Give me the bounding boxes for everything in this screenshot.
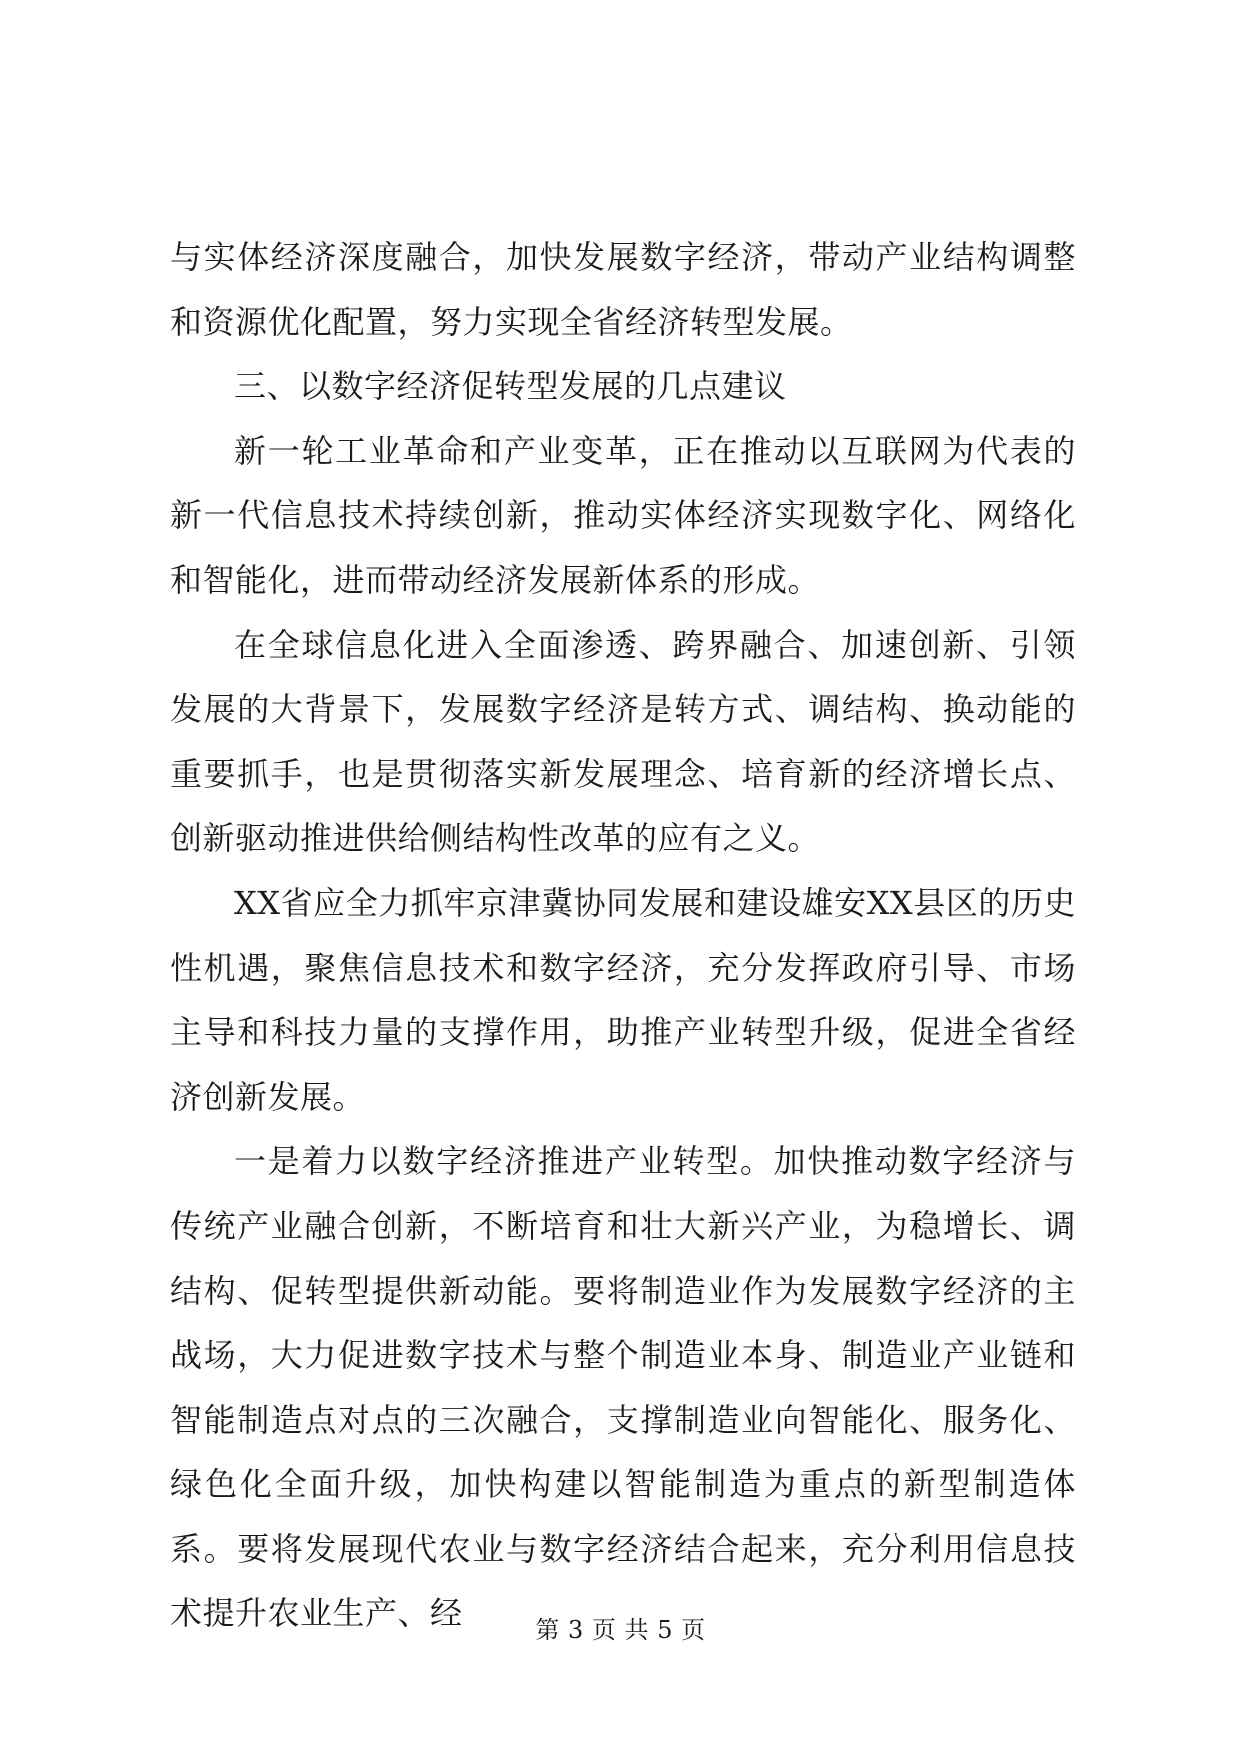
page-number-footer: 第 3 页 共 5 页 bbox=[535, 1616, 706, 1644]
paragraph-continuation: 与实体经济深度融合，加快发展数字经济，带动产业结构调整和资源优化配置，努力实现全省经济转型发展。 bbox=[170, 238, 1076, 341]
paragraph: 新一轮工业革命和产业变革，正在推动以互联网为代表的新一代信息技术持续创新，推动实体经济实现数字化、网络化和智能化，进而带动经济发展新体系的形成。 bbox=[170, 431, 1076, 599]
paragraph: 一是着力以数字经济推进产业转型。加快推动数字经济与传统产业融合创新，不断培育和壮大新兴产业，为稳增长、调结构、促转型提供新动能。要将制造业作为发展数字经济的主战场，大力促进数字技术与整个制造业本身、制造业产业链和智能制造点对点的三次融合，支撑制造业向智能化、服务化、绿色化全面升级，加快构建以智能制造为重点的新型制造体系。要将发展现代农业与数字经济结合起来，充分利用信息技术提升农业生产、经 bbox=[170, 1142, 1076, 1633]
document-body bbox=[170, 225, 1076, 1646]
section-heading: 三、以数字经济促转型发展的几点建议 bbox=[234, 367, 787, 406]
paragraph: XX省应全力抓牢京津冀协同发展和建设雄安XX县区的历史性机遇，聚焦信息技术和数字经济，充分发挥政府引导、市场主导和科技力量的支撑作用，助推产业转型升级，促进全省经济创新发展。 bbox=[170, 883, 1076, 1116]
paragraph: 在全球信息化进入全面渗透、跨界融合、加速创新、引领发展的大背景下，发展数字经济是转方式、调结构、换动能的重要抓手，也是贯彻落实新发展理念、培育新的经济增长点、创新驱动推进供给侧结构性改革的应有之义。 bbox=[170, 625, 1076, 858]
